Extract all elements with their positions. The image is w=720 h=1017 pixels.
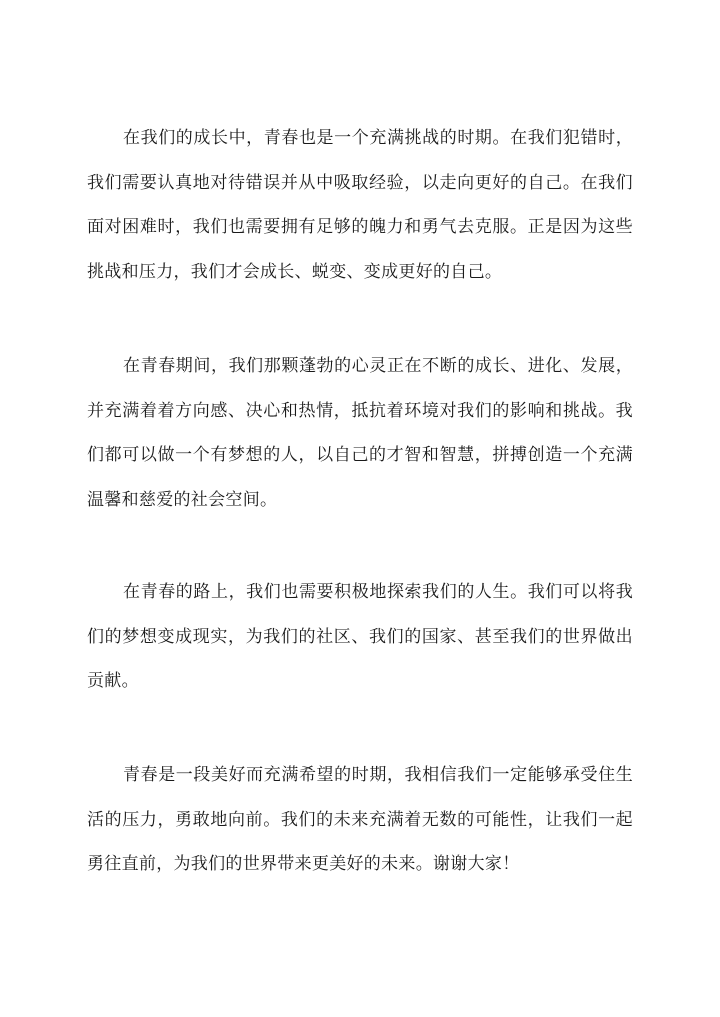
paragraph-challenges: 在我们的成长中，青春也是一个充满挑战的时期。在我们犯错时，我们需要认真地对待错误并从中吸取经验，以走向更好的自己。在我们面对困难时，我们也需要拥有足够的魄力和勇气去克服。正是因为这些挑战和压力，我们才会成长、蜕变、变成更好的自己。 — [87, 128, 633, 282]
paragraph-explore-life: 在青春的路上，我们也需要积极地探索我们的人生。我们可以将我们的梦想变成现实，为我们的社区、我们的国家、甚至我们的世界做出贡献。 — [87, 582, 633, 691]
paragraph-growth: 在青春期间，我们那颗蓬勃的心灵正在不断的成长、进化、发展，并充满着着方向感、决心和热情，抵抗着环境对我们的影响和挑战。我们都可以做一个有梦想的人，以自己的才智和智慧，拼搏创造一个充满温馨和慈爱的社会空间。 — [87, 356, 633, 510]
paragraph-conclusion: 青春是一段美好而充满希望的时期，我相信我们一定能够承受住生活的压力，勇敢地向前。我们的未来充满着无数的可能性，让我们一起勇往直前，为我们的世界带来更美好的未来。谢谢大家！ — [87, 765, 633, 874]
